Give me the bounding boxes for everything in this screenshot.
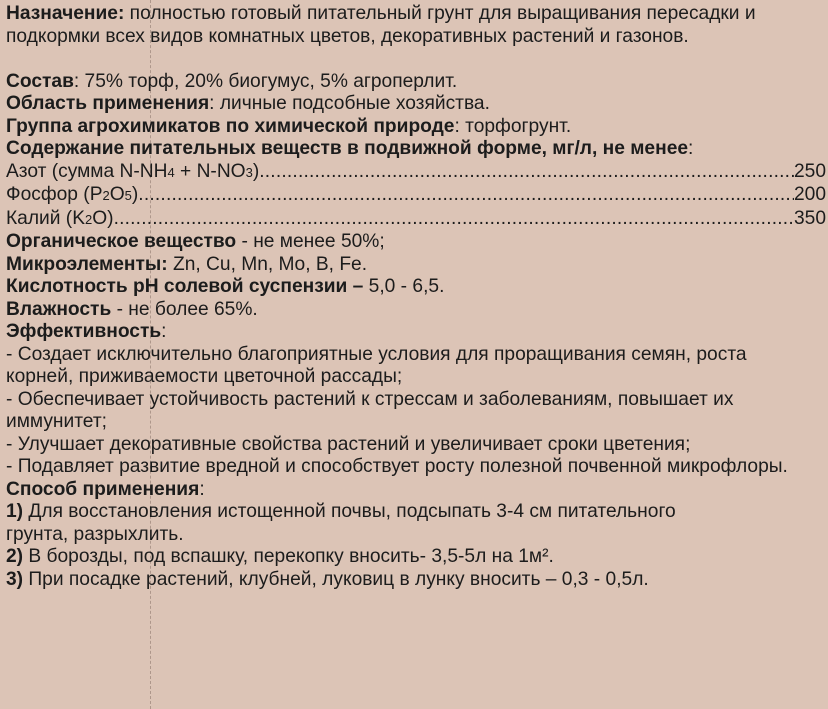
efficiency-item: - Подавляет развитие вредной и способствует росту полезной почвенной микрофлоры. xyxy=(6,456,788,477)
usage-step-number: 2) xyxy=(6,546,24,567)
organic-line xyxy=(6,231,826,254)
application-area-text: : личные подсобные хозяйства. xyxy=(209,93,490,114)
usage-step xyxy=(6,501,686,546)
microelements-label: Микроэлементы: xyxy=(6,253,168,275)
spacer xyxy=(6,48,826,71)
organic-text: - не менее 50%; xyxy=(236,231,385,252)
product-description xyxy=(6,3,826,591)
usage-step-text: Для восстановления истощенной почвы, подсыпать 3-4 см питательного грунта, разрыхлить. xyxy=(6,501,676,545)
usage-label: Способ применения xyxy=(6,478,200,500)
nutrient-row-nitrogen xyxy=(6,161,826,185)
usage-heading xyxy=(6,479,826,502)
application-area-label: Область применения xyxy=(6,93,210,114)
nutrients-heading xyxy=(6,138,796,161)
efficiency-item: - Создает исключительно благоприятные условия для проращивания семян, роста корней, приживаемости цветочной рассады; xyxy=(6,343,747,387)
dot-leader xyxy=(138,184,794,207)
nutrient-name: Фосфор (P2O5) xyxy=(6,184,139,205)
efficiency-item: - Улучшает декоративные свойства растений и увеличивает сроки цветения; xyxy=(6,433,691,455)
purpose-paragraph xyxy=(6,3,796,48)
humidity-text: - не более 65%. xyxy=(111,298,258,320)
usage-step-number: 3) xyxy=(6,568,24,590)
agrochem-group-text: : торфогрунт. xyxy=(454,115,572,137)
composition-label: Состав xyxy=(6,70,74,92)
acidity-text: 5,0 - 6,5. xyxy=(363,276,445,297)
nutrient-row-phosphorus xyxy=(6,184,826,208)
composition-text: : 75% торф, 20% биогумус, 5% агроперлит. xyxy=(73,70,458,92)
usage-step xyxy=(6,569,826,592)
application-area-line xyxy=(6,93,826,116)
usage-step-text: При посадке растений, клубней, луковиц в лунку вносить – 0,3 - 0,5л. xyxy=(23,568,649,590)
nutrients-heading-text: Содержание питательных веществ в подвижной форме, мг/л, не менее xyxy=(6,138,689,159)
usage-step-text: В борозды, под вспашку, перекопку вносить- 3,5-5л на 1м². xyxy=(23,546,554,567)
humidity-line xyxy=(6,299,826,322)
nutrient-name: Азот (сумма N-NH4 + N-NO3) xyxy=(6,160,260,182)
humidity-label: Влажность xyxy=(6,298,112,320)
nutrient-value: 350 xyxy=(793,207,826,229)
microelements-text: Zn, Cu, Mn, Mo, B, Fe. xyxy=(167,253,368,275)
microelements-line xyxy=(6,254,826,277)
agrochem-group-label: Группа агрохимикатов по химической природе xyxy=(6,115,455,137)
acidity-line xyxy=(6,276,826,299)
usage-step xyxy=(6,546,826,569)
dot-leader xyxy=(259,161,794,184)
nutrient-row-potassium xyxy=(6,208,826,232)
nutrient-name: Калий (K2O) xyxy=(6,207,114,229)
agrochem-group-line xyxy=(6,116,826,139)
acidity-label: Кислотность рН солевой суспензии – xyxy=(6,276,364,297)
usage-step-number: 1) xyxy=(6,501,24,522)
efficiency-tail: : xyxy=(161,321,167,342)
usage-tail: : xyxy=(199,478,205,500)
efficiency-label: Эффективность xyxy=(6,321,162,342)
efficiency-heading xyxy=(6,321,826,344)
dot-leader xyxy=(114,208,794,231)
purpose-text: полностью готовый питательный грунт для выращивания пересадки и подкормки всех видов комнатных цветов, декоративных растений и газонов. xyxy=(6,3,756,47)
nutrient-value: 250 xyxy=(793,160,826,182)
composition-line xyxy=(6,71,826,94)
efficiency-item: - Обеспечивает устойчивость растений к стрессам и заболеваниям, повышает их иммунитет; xyxy=(6,388,734,432)
organic-label: Органическое вещество xyxy=(6,231,237,252)
nutrient-value: 200 xyxy=(793,184,826,205)
purpose-label: Назначение: xyxy=(6,3,125,24)
nutrients-heading-tail: : xyxy=(688,138,694,159)
